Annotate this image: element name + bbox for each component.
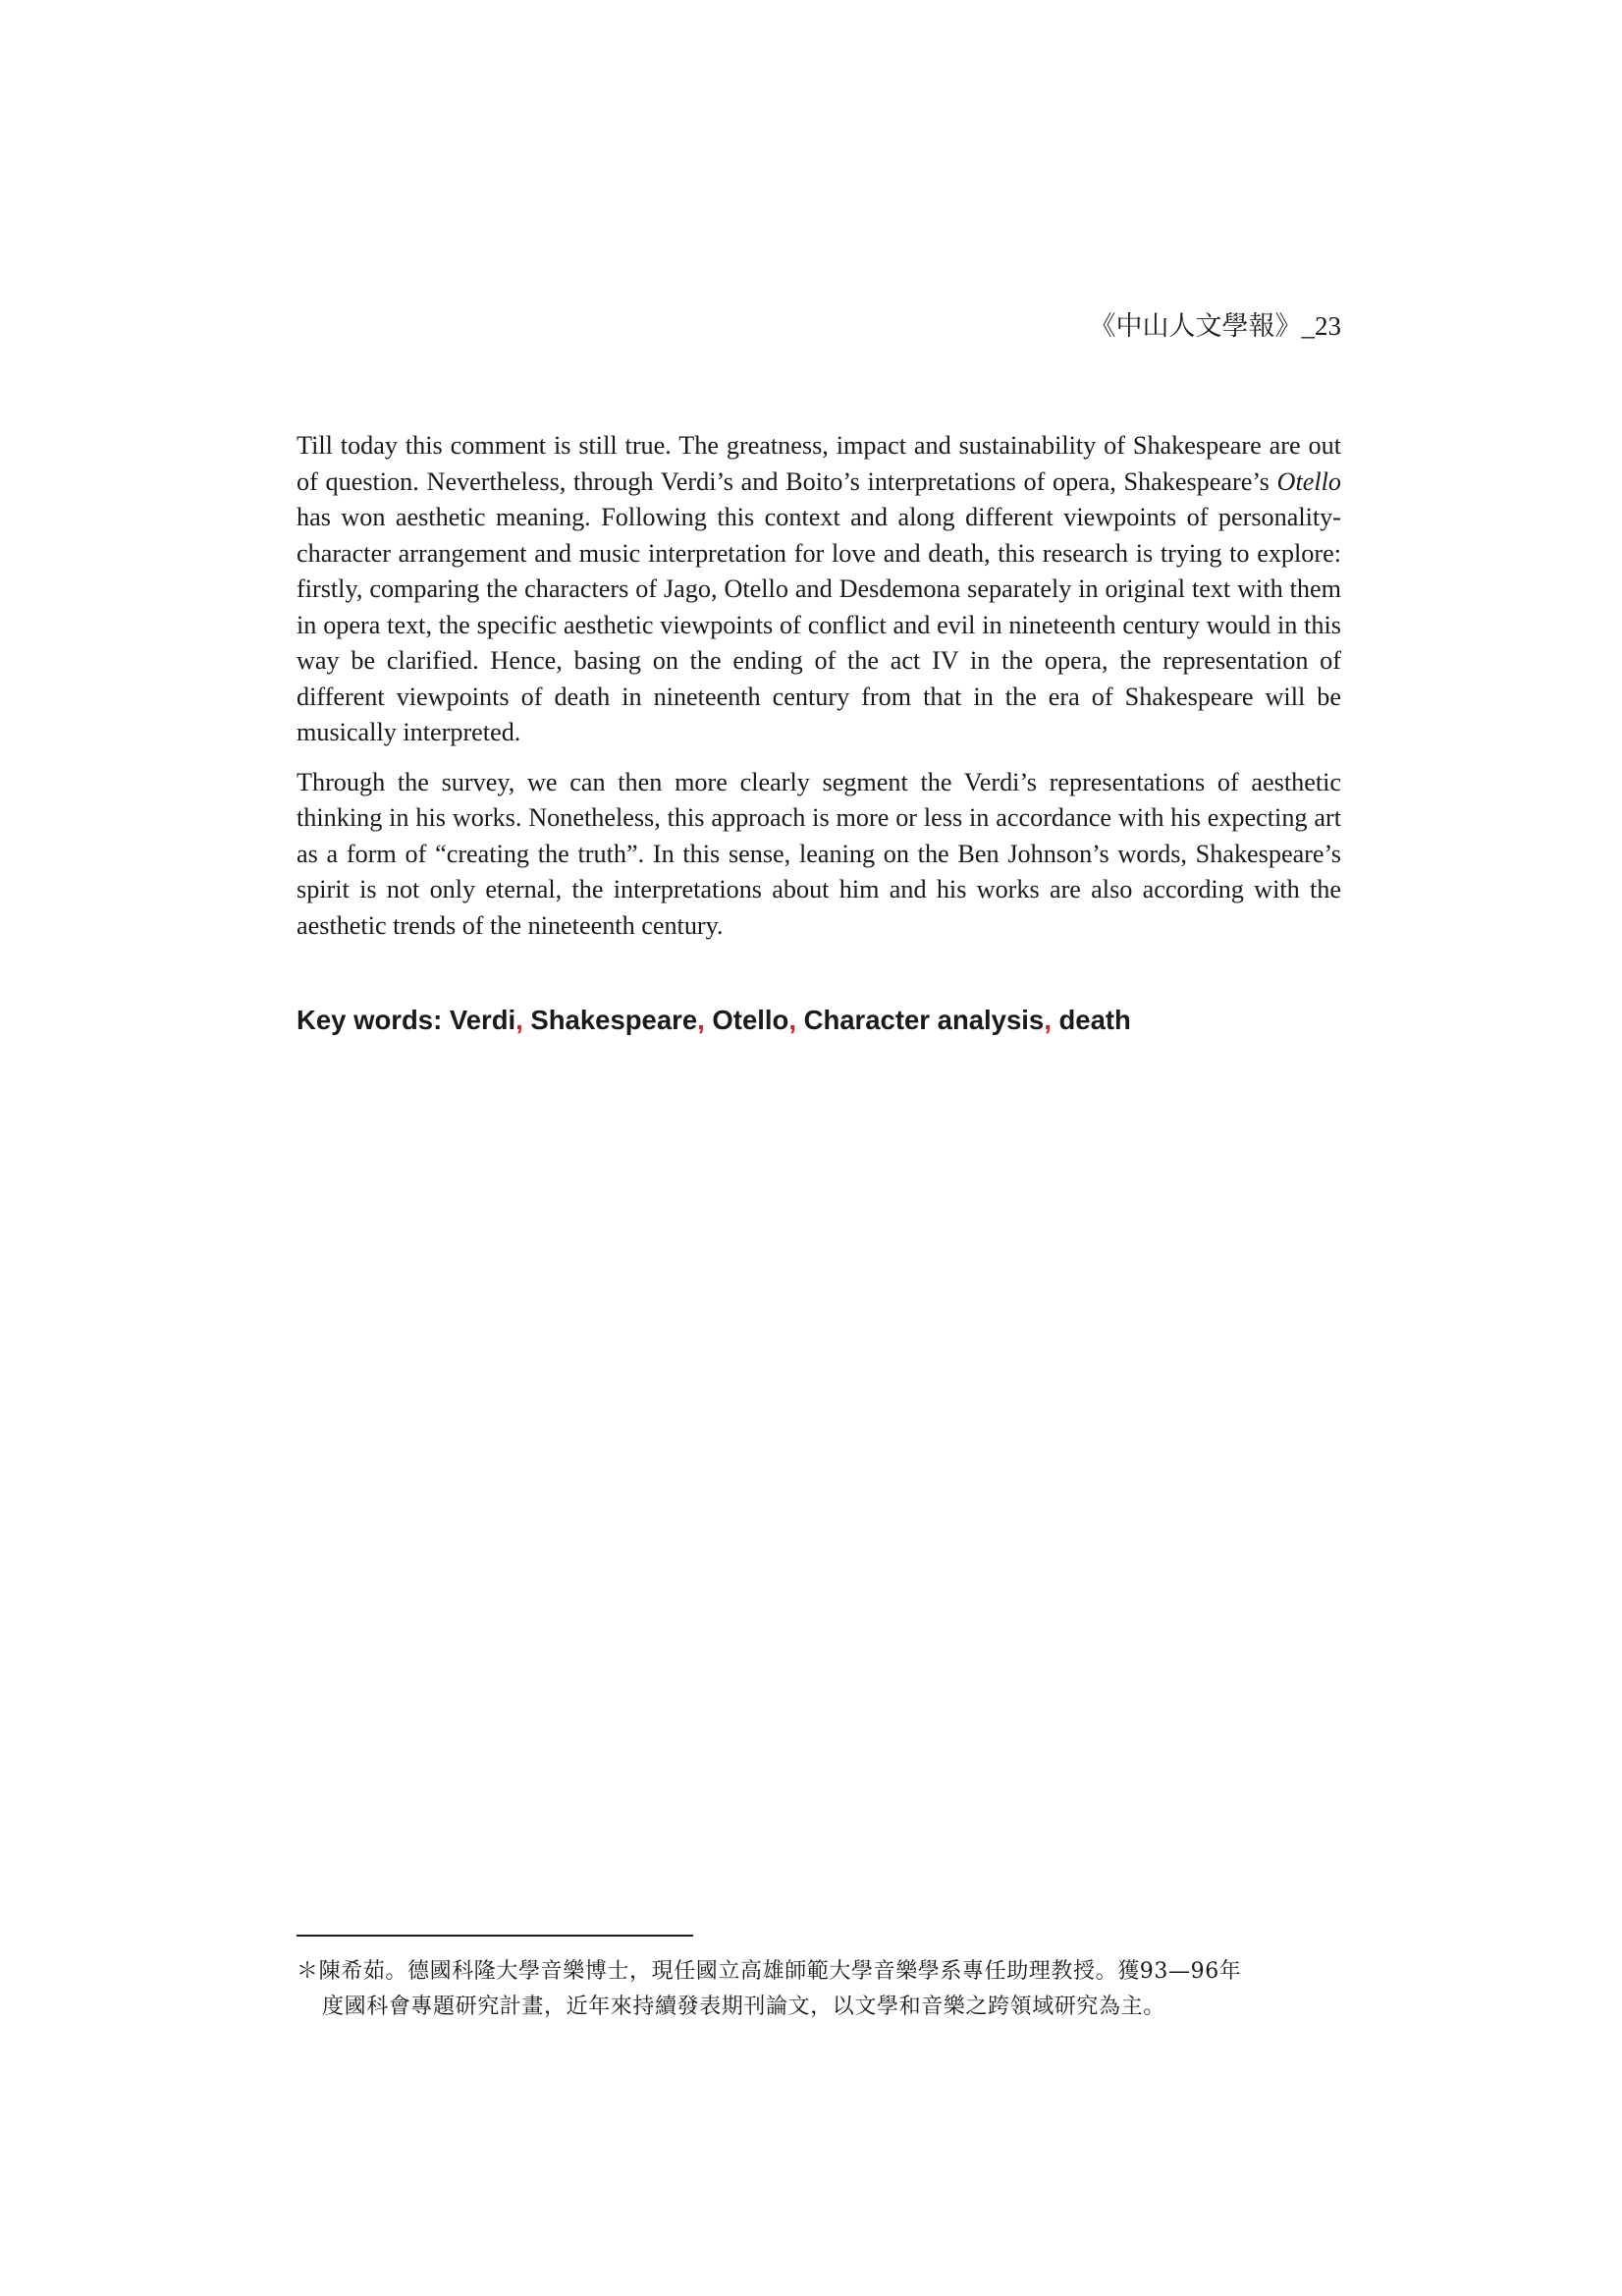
keyword-separator: , xyxy=(1044,1005,1059,1035)
footnote-line-2: 度國科會專題研究計畫，近年來持續發表期刊論文，以文學和音樂之跨領域研究為主。 xyxy=(322,1995,1165,2019)
abstract-p1-text-a: Till today this comment is still true. The greatness, impact and sustainability of Shakespeare are out of question. Nevertheless, through Verdi’s and Boito’s interpretations of opera, Shakespeare’s xyxy=(297,431,1341,496)
keyword-term: Shakespeare xyxy=(530,1005,698,1035)
abstract-p1-italic-title: Otello xyxy=(1276,466,1341,496)
keyword-separator: , xyxy=(788,1005,804,1035)
author-footnote xyxy=(297,1954,1343,2025)
keywords-line xyxy=(297,1005,1131,1036)
keyword-term: death xyxy=(1058,1005,1131,1035)
keyword-separator: , xyxy=(515,1005,531,1035)
abstract-p1-text-b: has won aesthetic meaning. Following this context and along different viewpoints of personality-character arrangement and music interpretation for love and death, this research is trying to explore: firstly, comparing the characters of Jago, Otello and Desdemona separately in original text with them in opera text, the specific aesthetic viewpoints of conflict and evil in nineteenth century would in this way be clarified. Hence, basing on the ending of the act IV in the opera, the representation of different viewpoints of death in nineteenth century from that in the era of Shakespeare will be musically interpreted. xyxy=(297,503,1341,746)
keyword-separator: , xyxy=(697,1005,713,1035)
abstract-paragraph-1 xyxy=(297,428,1341,751)
keywords-label: Key words: xyxy=(297,1005,450,1035)
abstract-body xyxy=(297,428,1341,957)
keyword-term: Character analysis xyxy=(803,1005,1045,1035)
keyword-term: Otello xyxy=(712,1005,789,1035)
abstract-paragraph-2: Through the survey, we can then more clearly segment the Verdi’s representations of aesthetic thinking in his works. Nonetheless, this approach is more or less in accordance with his expecting art as a form of “creating the truth”. In this sense, leaning on the Ben Johnson’s words, Shakespeare’s spirit is not only eternal, the interpretations about him and his works are also according with the aesthetic trends of the nineteenth century. xyxy=(297,767,1341,940)
footnote-line-1: ＊陳希茹。德國科隆大學音樂博士，現任國立高雄師範大學音樂學系專任助理教授。獲93—96年 xyxy=(297,1959,1242,1984)
footnote-divider xyxy=(297,1935,693,1937)
keyword-term: Verdi xyxy=(449,1005,516,1035)
running-header: 《中山人文學報》_23 xyxy=(1089,311,1341,341)
